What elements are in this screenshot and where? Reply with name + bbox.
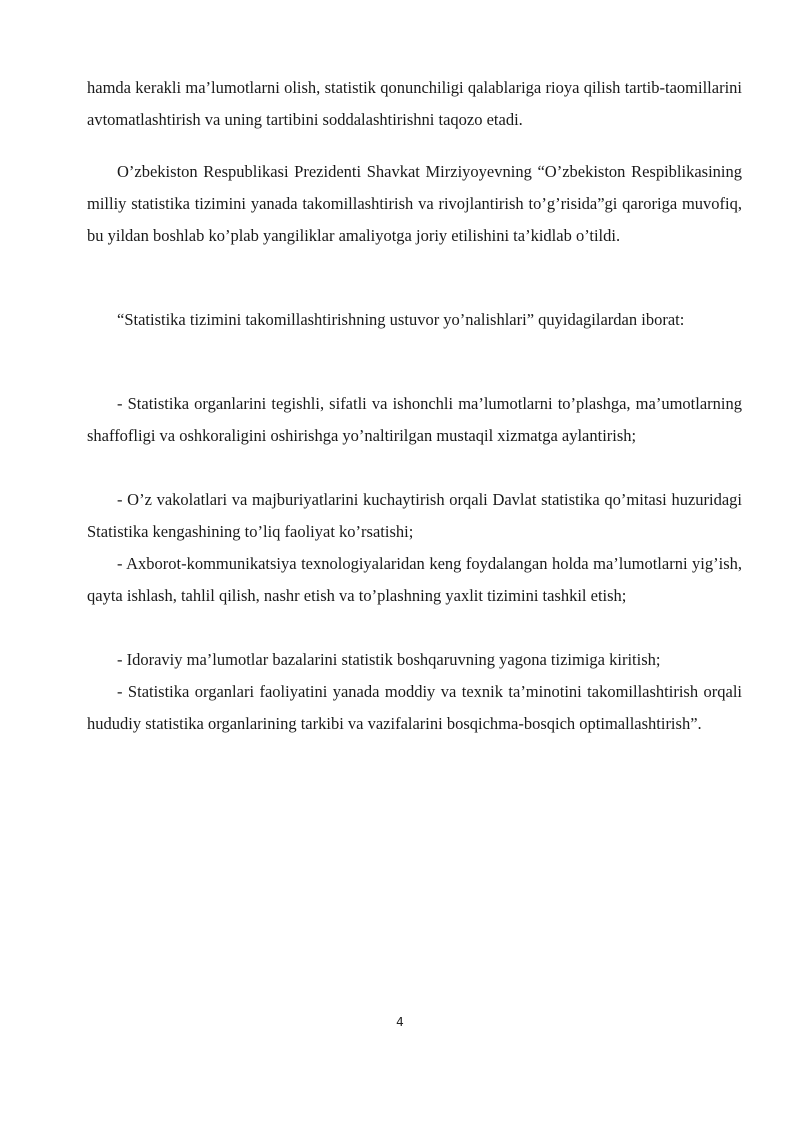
list-item: - Statistika organlari faoliyatini yanada moddiy va texnik ta’minotini takomillashtirish orqali hududiy statistika organlarining tarkibi va vazifalarini bosqichma-bosqich optimallashtirish”. (87, 682, 742, 733)
list-item: - Axborot-kommunikatsiya texnologiyalaridan keng foydalangan holda ma’lumotlarni yig’ish, qayta ishlash, tahlil qilish, nashr etish va to’plashning yaxlit tizimini tashkil etish; (87, 554, 742, 605)
paragraph-presidential-decree: O’zbekiston Respublikasi Prezidenti Shavkat Mirziyoyevning “O’zbekiston Respiblikasining milliy statistika tizimini yanada takomillashtirish va rivojlantirish to’g’risida”gi qaroriga muvofiq, bu yildan boshlab ko’plab yangiliklar amaliyotga joriy etilishini ta’kidlab o’tildi. (87, 162, 742, 245)
page-number: 4 (396, 1015, 404, 1029)
paragraph-priority-directions: “Statistika tizimini takomillashtirishning ustuvor yo’nalishlari” quyidagilardan iborat: (117, 310, 685, 329)
list-item: - Statistika organlarini tegishli, sifatli va ishonchli ma’lumotlarni to’plashga, ma’umotlarning shaffofligi va oshkoraligini oshirishga yo’naltirilgan mustaqil xizmatga aylantirish; (87, 394, 742, 445)
list-item: - O’z vakolatlari va majburiyatlarini kuchaytirish orqali Davlat statistika qo’mitasi huzuridagi Statistika kengashining to’liq faoliyat ko’rsatishi; (87, 490, 742, 541)
list-item: - Idoraviy ma’lumotlar bazalarini statistik boshqaruvning yagona tizimiga kiritish; (117, 650, 661, 669)
paragraph-continuation: hamda kerakli ma’lumotlarni olish, statistik qonunchiligi qalablariga rioya qilish tartib-taomillarini avtomatlashtirish va uning tartibini soddalashtirishni taqozo etadi. (87, 78, 742, 129)
